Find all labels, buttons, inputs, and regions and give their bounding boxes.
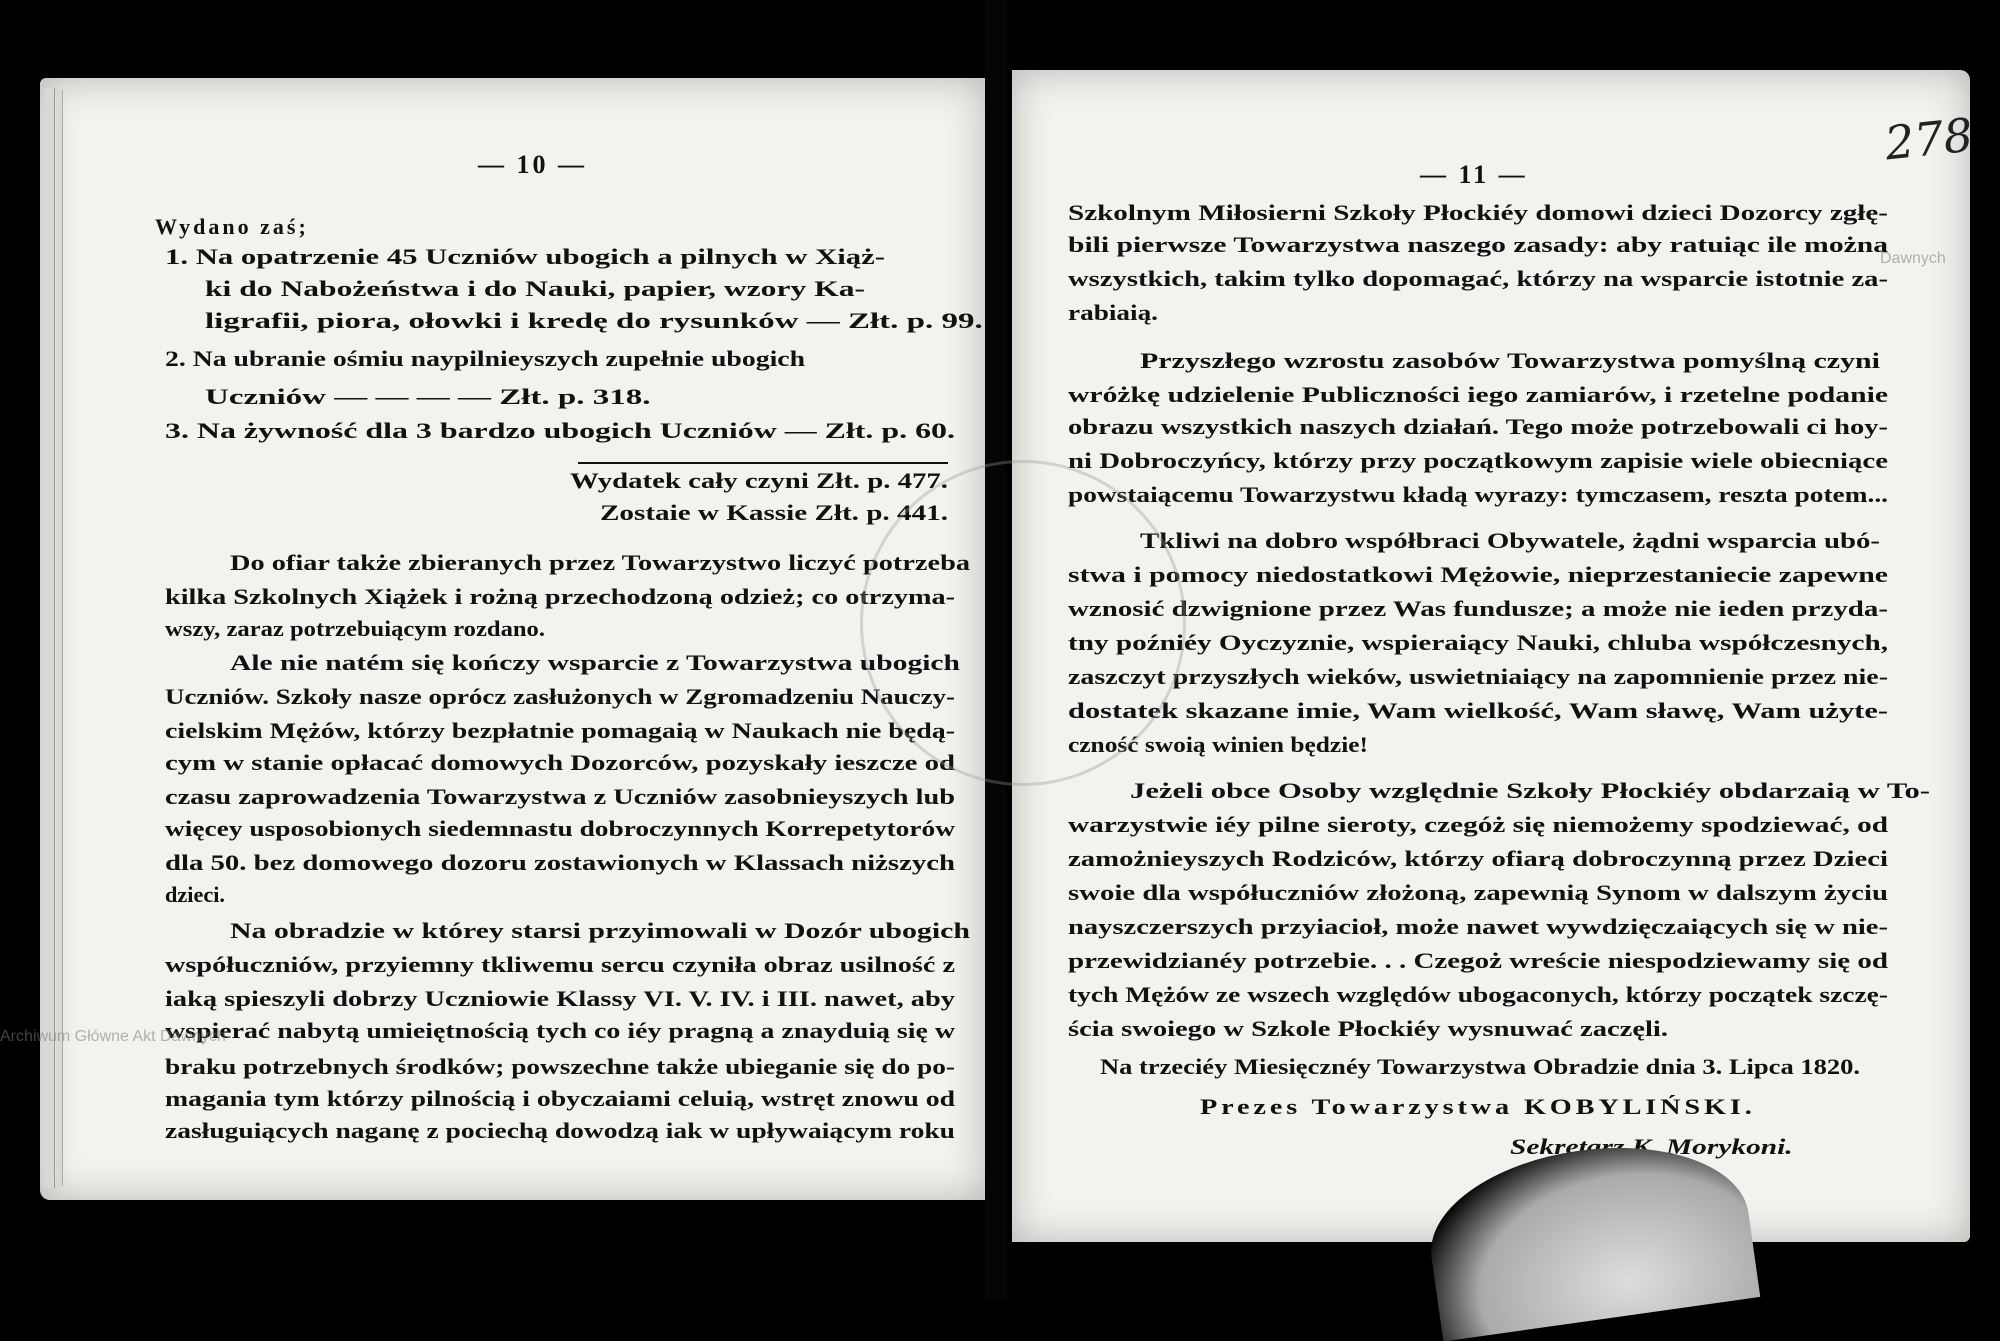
left-page-text-line: współuczniów, przyiemny tkliwemu sercu czyniła obraz usilność z	[165, 952, 955, 977]
left-page-text-line: dla 50. bez domowego dozoru zostawionych w Klassach niższych	[165, 850, 955, 875]
right-page-text-line: zaszczyt przyszłych wieków, uswietniaiący na zapomnienie przez nie-	[1068, 664, 1888, 689]
left-page-text-line: ki do Nabożeństwa i do Nauki, papier, wzory Ka-	[205, 276, 865, 301]
left-page-text-line: czasu zaprowadzenia Towarzystwa z Uczniów zasobnieyszych lub	[165, 784, 955, 809]
left-page-text-line: zasługuiących naganę z pociechą dowodzą iak w upływaiącym roku	[165, 1118, 955, 1143]
right-page-text-line: dostatek skazane imie, Wam wielkość, Wam sławę, Wam użyte-	[1068, 698, 1888, 723]
left-page-text-line: braku potrzebnych środków; powszechne także ubieganie się do po-	[165, 1054, 955, 1079]
right-page-text-line: bili pierwsze Towarzystwa naszego zasady: aby ratuiąc ile można	[1068, 232, 1888, 257]
right-page-number: — 11 —	[1420, 160, 1528, 189]
left-page-text-line: kilka Szkolnych Xiążek i rożną przechodzoną odzież; co otrzyma-	[165, 584, 955, 609]
left-page-text-line: ligrafii, piora, ołowki i kredę do rysunków — Złt. p. 99.	[205, 308, 983, 333]
left-page-text-line: wszy, zaraz potrzebuiącym rozdano.	[165, 616, 545, 641]
right-page-text-line: Jeżeli obce Osoby względnie Szkoły Płockiéy obdarzaią w To-	[1130, 778, 1930, 803]
left-page-text-line: Wydatek cały czyni Złt. p. 477.	[570, 468, 948, 493]
left-page-text-line: iaką spieszyli dobrzy Uczniowie Klassy VI. V. IV. i III. nawet, aby	[165, 986, 955, 1011]
right-page-text-line: wróżkę udzielenie Publiczności iego zamiarów, i rzetelne podanie	[1068, 382, 1888, 407]
left-page-text-line: cym w stanie opłacać domowych Dozorców, pozyskały ieszcze od	[165, 750, 955, 775]
archive-watermark-right: Dawnych	[1880, 250, 1946, 267]
right-page-text-line: wznosić dzwignione przez Was fundusze; a może nie ieden przyda-	[1068, 596, 1888, 621]
right-page-text-line: stwa i pomocy niedostatkowi Mężowie, nieprzestaniecie zapewne	[1068, 562, 1888, 587]
right-page-text-line: powstaiącemu Towarzystwu kładą wyrazy: tymczasem, reszta potem...	[1068, 482, 1888, 507]
left-page-text-line: Na obradzie w którey starsi przyimowali w Dozór ubogich	[230, 918, 971, 943]
right-page-text-line: tych Mężów ze wszech względów ubogaconych, którzy początek szczę-	[1068, 982, 1888, 1007]
left-page-text-line: Uczniów — — — — Złt. p. 318.	[205, 384, 651, 409]
page-edges-inner	[56, 90, 63, 1186]
right-page-text-line: Sekretarz K. Morykoni.	[1510, 1134, 1793, 1159]
right-page-text-line: swoie dla współuczniów złożoną, zapewnią Synom w dalszym życiu	[1068, 880, 1888, 905]
left-page-text-line: 2. Na ubranie ośmiu naypilnieyszych zupełnie ubogich	[165, 346, 805, 371]
archive-stamp	[860, 460, 1186, 786]
right-page-text-line: przewidzianéy potrzebie. . . Czegoż wreście niespodziewamy się od	[1068, 948, 1888, 973]
archive-watermark-left: Archiwum Główne Akt Dawnych	[0, 1028, 226, 1045]
left-page-number: — 10 —	[478, 150, 587, 179]
left-page-text-line: Zostaie w Kassie Złt. p. 441.	[600, 500, 948, 525]
right-page-text-line: wszystkich, takim tylko dopomagać, którzy na wsparcie istotnie za-	[1068, 266, 1888, 291]
right-page-text-line: Przyszłego wzrostu zasobów Towarzystwa pomyślną czyni	[1140, 348, 1880, 373]
right-page-text-line: ścia swoiego w Szkole Płockiéy wysnuwać zaczęli.	[1068, 1016, 1668, 1041]
left-page-text-line: cielskim Mężów, którzy bezpłatnie pomagaią w Naukach nie będą-	[165, 718, 955, 743]
right-page-text-line: ni Dobroczyńcy, którzy przy początkowym zapisie wiele obiecniące	[1068, 448, 1888, 473]
right-page-text-line: Szkolnym Miłosierni Szkoły Płockiéy domowi dzieci Dozorcy zgłę-	[1068, 200, 1888, 225]
right-page-text-line: Na trzeciéy Miesięcznéy Towarzystwa Obradzie dnia 3. Lipca 1820.	[1100, 1054, 1860, 1079]
right-page-text-line: tny poźniéy Oyczyznie, wspieraiący Nauki, chluba współczesnych,	[1068, 630, 1888, 655]
left-page-text-line: więcey usposobionych siedemnastu dobroczynnych Korrepetytorów	[165, 816, 955, 841]
left-page-text-line: wspierać nabytą umieiętnością tych co iéy pragną a znayduią się w	[165, 1018, 955, 1043]
right-page-text-line: czność swoią winien będzie!	[1068, 732, 1368, 757]
sum-rule	[578, 462, 948, 464]
left-page-text-line: dzieci.	[165, 882, 225, 907]
left-page-text-line: Do ofiar także zbieranych przez Towarzystwo liczyć potrzeba	[230, 550, 970, 575]
left-page-text-line: 1. Na opatrzenie 45 Uczniów ubogich a pilnych w Xiąż-	[165, 244, 885, 269]
right-page-text-line: nayszczerszych przyiacioł, może nawet wywdzięczaiących się w nie-	[1068, 914, 1888, 939]
right-page-text-line: Tkliwi na dobro współbraci Obywatele, żądni wsparcia ubó-	[1140, 528, 1880, 553]
left-page-text-line: Wydano zaś;	[155, 214, 309, 239]
left-page-text-line: 3. Na żywność dla 3 bardzo ubogich Uczniów — Złt. p. 60.	[165, 418, 955, 443]
left-page-text-line: Uczniów. Szkoły nasze oprócz zasłużonych w Zgromadzeniu Nauczy-	[165, 684, 955, 709]
right-page-text-line: rabiaią.	[1068, 300, 1158, 325]
right-page-text-line: obrazu wszystkich naszych działań. Tego może potrzebowali ci hoy-	[1068, 414, 1888, 439]
handwritten-folio-number: 278	[1882, 107, 1976, 171]
left-page-text-line: Ale nie natém się kończy wsparcie z Towarzystwa ubogich	[230, 650, 960, 675]
page-edges	[44, 88, 55, 1188]
left-page-text-line: magania tym którzy pilnością i obyczaiami celuią, wstręt znowu od	[165, 1086, 955, 1111]
right-page-text-line: zamożnieyszych Rodziców, którzy ofiarą dobroczynną przez Dzieci	[1068, 846, 1888, 871]
right-page-text-line: Prezes Towarzystwa KOBYLIŃSKI.	[1200, 1094, 1756, 1119]
right-page-text-line: warzystwie iéy pilne sieroty, czegóż się niemożemy spodziewać, od	[1068, 812, 1888, 837]
